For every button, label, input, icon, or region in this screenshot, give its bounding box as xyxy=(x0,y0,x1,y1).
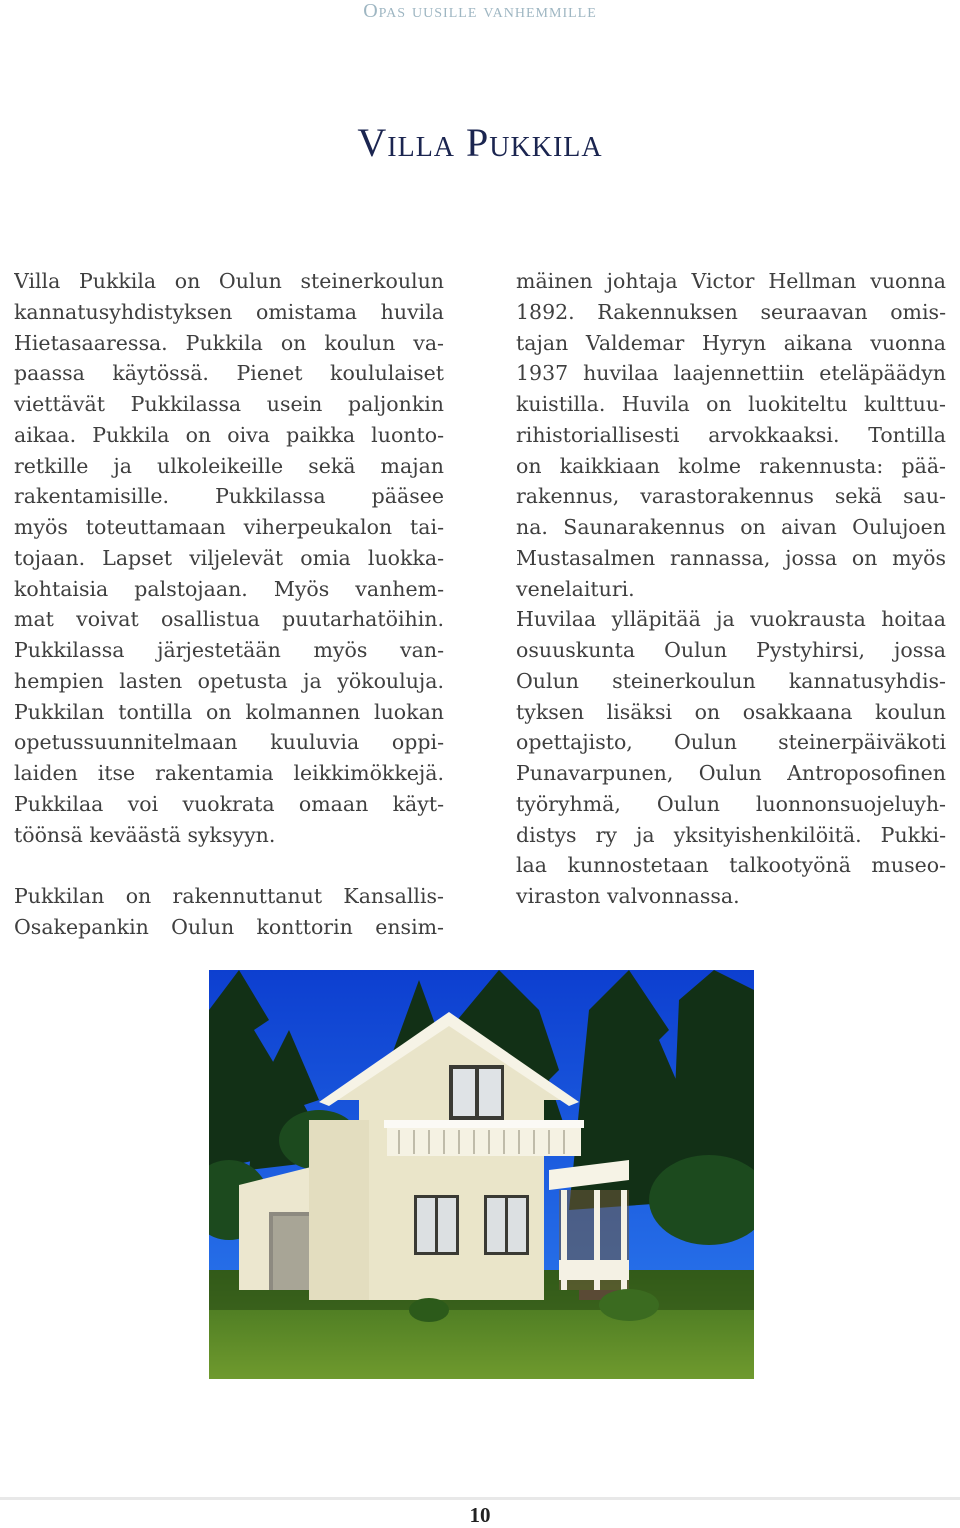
left-column xyxy=(14,266,444,943)
text-line: Pukkilaa voi vuokrata omaan käyt- xyxy=(14,791,444,816)
text-line: Osakepankin Oulun konttorin ensim- xyxy=(14,914,444,939)
text-line: työryhmä, Oulun luonnonsuojeluyh- xyxy=(516,791,946,816)
left-paragraph-1 xyxy=(14,266,444,850)
text-line: tyksen lisäksi on osakkaana koulun xyxy=(516,699,946,724)
text-line: opetussuunnitelmaan kuuluvia oppi- xyxy=(14,730,444,755)
text-line: Oulun steinerkoulun kannatusyhdis- xyxy=(516,668,946,693)
text-line: töönsä keväästä syksyyn. xyxy=(14,822,276,847)
text-line: hempien lasten opetusta ja yökouluja. xyxy=(14,668,444,693)
left-paragraph-2 xyxy=(14,881,444,943)
text-line: tajan Valdemar Hyryn aikana vuonna xyxy=(516,330,946,355)
text-line: osuuskunta Oulun Pystyhirsi, jossa xyxy=(516,638,946,662)
text-line: Villa Pukkila on Oulun steinerkoulun xyxy=(14,269,444,293)
text-line: opettajisto, Oulun steinerpäiväkoti xyxy=(516,730,946,755)
text-line: Pukkilan tontilla on kolmannen luokan xyxy=(14,699,444,724)
text-line: Huvilaa ylläpitää ja vuokrausta hoitaa xyxy=(516,607,946,632)
text-line: paassa käytössä. Pienet koululaiset xyxy=(14,361,444,386)
running-head: Opas uusille vanhemmille xyxy=(363,0,597,22)
text-line: rakennus, varastorakennus sekä sau- xyxy=(516,484,946,509)
text-line: Hietasaaressa. Pukkila on koulun va- xyxy=(14,330,444,355)
text-line: na. Saunarakennus on aivan Oulujoen xyxy=(516,515,946,539)
text-line: rihistoriallisesti arvokkaaksi. Tontilla xyxy=(516,422,946,447)
right-paragraph-2 xyxy=(516,604,946,912)
text-line: kannatusyhdistyksen omistama huvila xyxy=(14,299,444,324)
text-line: Mustasalmen rannassa, jossa on myös xyxy=(516,545,946,570)
text-line: 1937 huvilaa laajennettiin eteläpäädyn xyxy=(516,361,946,386)
house-photo xyxy=(209,970,754,1379)
text-line: 1892. Rakennuksen seuraavan omis- xyxy=(516,299,946,324)
text-line: Pukkilassa järjestetään myös van- xyxy=(14,638,444,662)
text-line: Pukkilan on rakennuttanut Kansallis- xyxy=(14,884,444,908)
text-line: retkille ja ulkoleikeille sekä majan xyxy=(14,453,444,478)
text-line: viraston valvonnassa. xyxy=(516,884,740,908)
text-line: mäinen johtaja Victor Hellman vuonna xyxy=(516,269,946,293)
page-title: Villa Pukkila xyxy=(357,120,603,165)
text-line: distys ry ja yksityishenkilöitä. Pukki- xyxy=(516,822,946,847)
text-line: venelaituri. xyxy=(516,576,635,601)
text-line: kuistilla. Huvila on luokiteltu kulttuu- xyxy=(516,392,946,416)
text-line: Punavarpunen, Oulun Antroposofinen xyxy=(516,761,946,785)
right-column xyxy=(516,266,946,912)
text-line: laiden itse rakentamia leikkimökkejä. xyxy=(14,761,444,785)
text-line: aikaa. Pukkila on oiva paikka luonto- xyxy=(14,422,444,447)
text-line: myös toteuttamaan viherpeukalon tai- xyxy=(14,515,444,539)
text-line: on kaikkiaan kolme rakennusta: pää- xyxy=(516,453,946,478)
page-number: 10 xyxy=(469,1503,491,1527)
right-paragraph-1 xyxy=(516,266,946,604)
footer-rule xyxy=(0,1497,960,1500)
text-line: mat voivat osallistua puutarhatöihin. xyxy=(14,607,444,632)
text-line: tojaan. Lapset viljelevät omia luokka- xyxy=(14,545,444,570)
text-line: laa kunnostetaan talkootyönä museo- xyxy=(516,853,946,878)
text-line: viettävät Pukkilassa usein paljonkin xyxy=(14,392,444,416)
text-line: kohtaisia palstojaan. Myös vanhem- xyxy=(14,576,444,601)
text-line: rakentamisille. Pukkilassa pääsee xyxy=(14,484,444,509)
paragraph-gap xyxy=(14,850,444,881)
